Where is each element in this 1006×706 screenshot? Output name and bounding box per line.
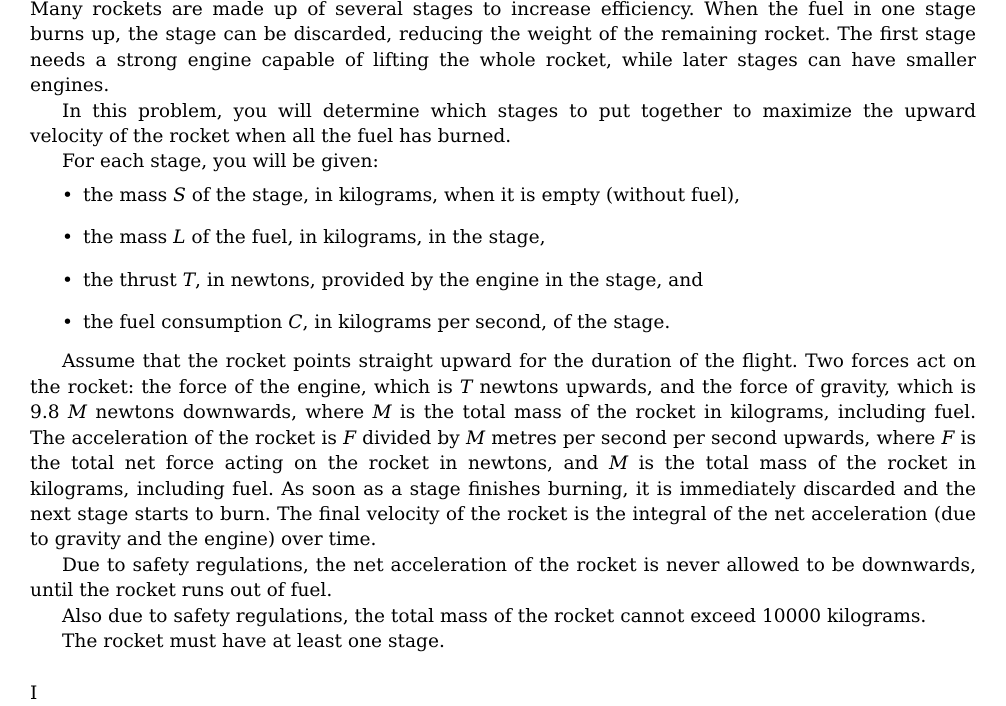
math-variable: F	[941, 427, 955, 449]
math-variable: C	[288, 312, 303, 334]
physics-text: newtons upwards, and the force of gravity, which is 9.8	[30, 376, 976, 424]
physics-text: is the total mass of the rocket in kilograms, including fuel. As soon as a stage finishes burning, it is immediately discarded and the next stage starts to burn. The final velocity of the rocket is the integral of the net acceleration (due to gravity and the engine) over time.	[30, 453, 976, 551]
list-item	[62, 268, 976, 293]
physics-text: newtons downwards, where	[86, 402, 373, 424]
list-item-text: , in kilograms per second, of the stage.	[302, 312, 671, 334]
list-item-text: the mass	[83, 184, 174, 206]
bullet-icon: •	[62, 312, 73, 334]
math-variable: M	[608, 453, 629, 475]
list-item	[62, 225, 976, 250]
bullet-icon: •	[62, 269, 73, 291]
task-paragraph: In this problem, you will determine which stages to put together to maximize the upward velocity of the rocket when all the fuel has burned.	[30, 100, 976, 148]
physics-text: is the total mass of the rocket in kilograms, including fuel. The acceleration of the rocket is	[30, 402, 976, 449]
list-item-text: of the stage, in kilograms, when it is empty (without fuel),	[185, 184, 740, 206]
physics-text: Assume that the rocket points straight upward for the duration of the flight. Two forces act on the rocket: the force of the engine, which is	[30, 351, 976, 398]
math-variable: T	[459, 376, 473, 398]
safety-mass-paragraph: Also due to safety regulations, the total mass of the rocket cannot exceed 10000 kilograms.	[62, 605, 927, 627]
math-variable: L	[173, 227, 186, 249]
bullet-icon: •	[62, 227, 73, 249]
list-item-text: of the fuel, in kilograms, in the stage,	[185, 227, 546, 249]
list-item-text: the mass	[83, 227, 174, 249]
physics-text: metres per second per second upwards, where	[485, 427, 942, 449]
physics-paragraph	[30, 349, 976, 552]
math-variable: M	[67, 402, 87, 424]
physics-text: divided by	[355, 427, 466, 449]
min-stage-paragraph: The rocket must have at least one stage.	[62, 630, 445, 652]
problem-statement	[30, 0, 976, 654]
clipped-next-line: I	[30, 683, 38, 704]
list-item-text: the thrust	[83, 269, 183, 291]
math-variable: T	[182, 269, 196, 291]
math-variable: M	[372, 402, 392, 424]
list-item-text: the fuel consumption	[83, 312, 289, 334]
list-item	[62, 183, 976, 208]
math-variable: F	[343, 427, 356, 449]
bullet-icon: •	[62, 184, 73, 206]
stage-parameters-list	[30, 183, 976, 336]
physics-text: is the total net force acting on the rocket in newtons, and	[30, 427, 977, 475]
math-variable: S	[173, 184, 186, 206]
given-intro-paragraph: For each stage, you will be given:	[62, 151, 379, 173]
list-item	[62, 310, 976, 335]
math-variable: M	[465, 427, 486, 449]
list-item-text: , in newtons, provided by the engine in the stage, and	[195, 269, 704, 291]
intro-paragraph: Many rockets are made up of several stages to increase efficiency. When the fuel in one stage burns up, the stage can be discarded, reducing the weight of the remaining rocket. The first stage needs a strong engine capable of lifting the whole rocket, while later stages can have smaller engines.	[30, 0, 976, 97]
safety-acceleration-paragraph: Due to safety regulations, the net acceleration of the rocket is never allowed to be downwards, until the rocket runs out of fuel.	[30, 554, 976, 602]
